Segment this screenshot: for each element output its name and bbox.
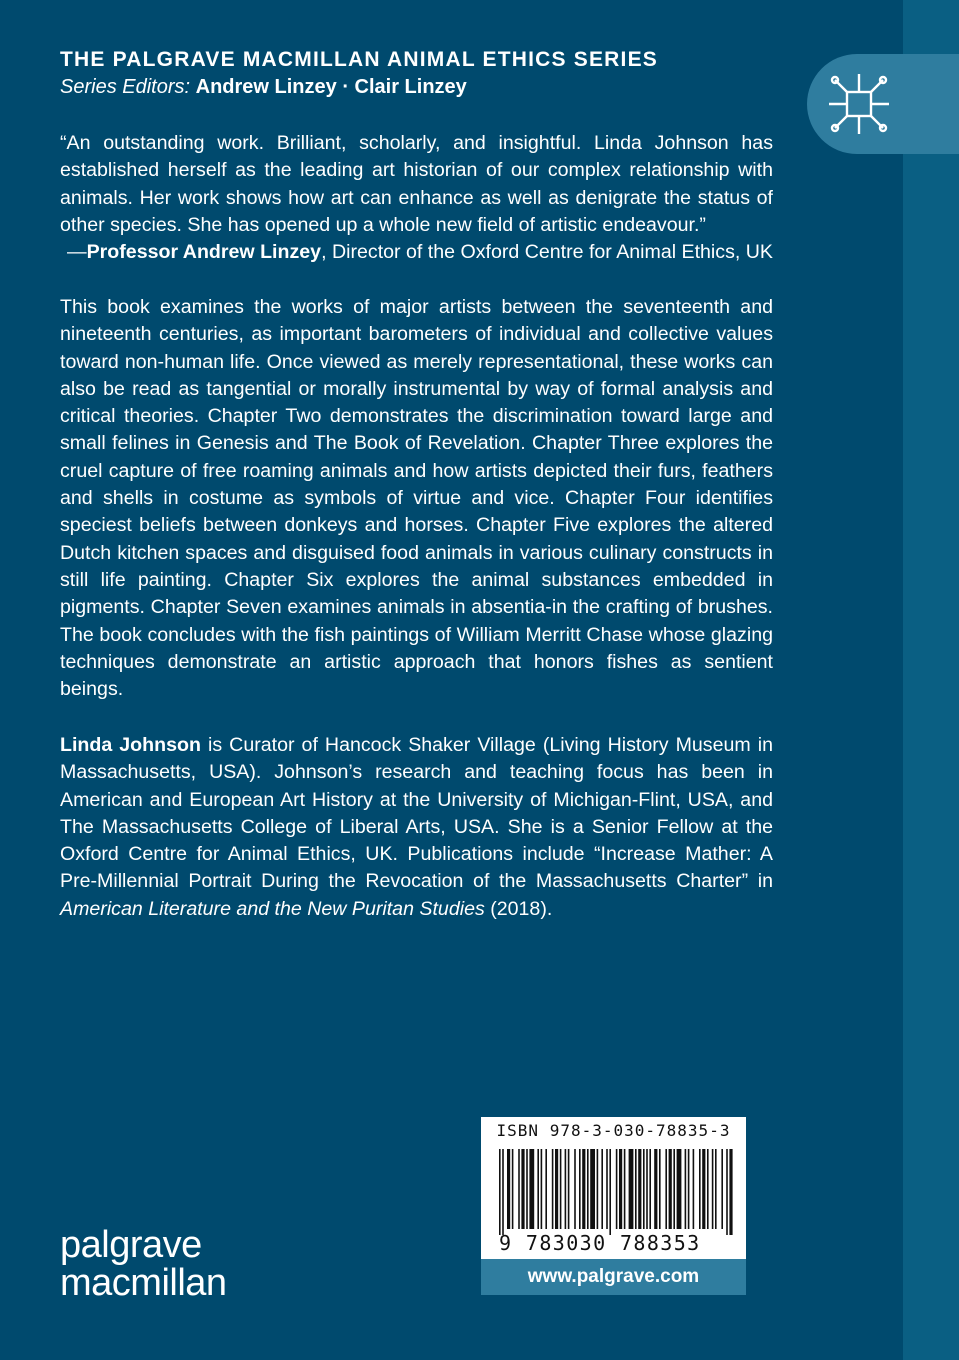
publisher-website[interactable]: www.palgrave.com — [481, 1259, 746, 1295]
book-description: This book examines the works of major artists between the seventeenth and nineteenth centuries, as important barometers of individual and collective values toward non-human life. Once viewed as merely representational, these works can also be read as tangential or morally instrumental by way of formal analysis and critical theories. Chapter Two demonstrates the discrimination toward large and small felines in Genesis and The Book of Revelation. Chapter Three explores the cruel capture of free roaming animals and how artists depicted their furs, feathers and shells in costume as symbols of virtue and vice. Chapter Four identifies speciest beliefs between donkeys and horses. Chapter Five explores the altered Dutch kitchen spaces and disguised food animals in various culinary constructs in still life painting. Chapter Six explores the animal substances embedded in pigments. Chapter Seven examines animals in absentia-in the crafting of brushes. The book concludes with the fish paintings of William Merritt Chase whose glazing techniques demonstrate an artistic approach that honors fishes as sentient beings. — [60, 296, 773, 701]
network-node-icon — [821, 68, 897, 140]
author-publication: American Literature and the New Puritan Studies — [60, 897, 485, 920]
author-publication-year: (2018). — [484, 897, 553, 920]
attribution-affiliation: , Director of the Oxford Centre for Animal Ethics, UK — [321, 241, 773, 263]
author-name: Linda Johnson — [60, 734, 201, 756]
attribution-dash: — — [67, 241, 87, 263]
series-title: THE PALGRAVE MACMILLAN ANIMAL ETHICS SERIES — [60, 48, 658, 71]
author-bio — [60, 732, 773, 923]
series-editors-label: Series Editors: — [60, 76, 191, 98]
endorsement-quote: “An outstanding work. Brilliant, scholarly, and insightful. Linda Johnson has established herself as the leading art historian of our complex relationship with animals. Her work shows how art can enhance as well as denigrate the status of other species. She has opened up a whole new field of artistic endeavour.” — [60, 132, 773, 236]
quote-attribution — [60, 239, 773, 266]
series-editors-names: Andrew Linzey · Clair Linzey — [195, 76, 467, 98]
series-logo-badge — [807, 54, 959, 154]
attribution-author: Professor Andrew Linzey — [86, 241, 322, 263]
series-editors — [60, 76, 467, 99]
author-bio-text: is Curator of Hancock Shaker Village (Living History Museum in Massachusetts, USA). Johnson’s research and teaching focus has been in American and European Art History at the University of Michigan-Flint, USA, and The Massachusetts College of Liberal Arts, USA. She is a Senior Fellow at the Oxford Centre for Animal Ethics, UK. Publications include “Increase Mather: A Pre-Millennial Portrait During the Revocation of the Massachusetts Charter” in — [60, 734, 774, 893]
publisher-logo-line1: palgrave — [60, 1224, 202, 1266]
isbn-barcode — [481, 1117, 746, 1259]
publisher-logo — [60, 1226, 227, 1302]
barcode-digits: 9 783030 788353 — [499, 1231, 701, 1255]
publisher-logo-line2: macmillan — [60, 1262, 227, 1304]
spine-band — [903, 0, 959, 1360]
isbn-number: ISBN 978-3-030-78835-3 — [496, 1121, 731, 1140]
